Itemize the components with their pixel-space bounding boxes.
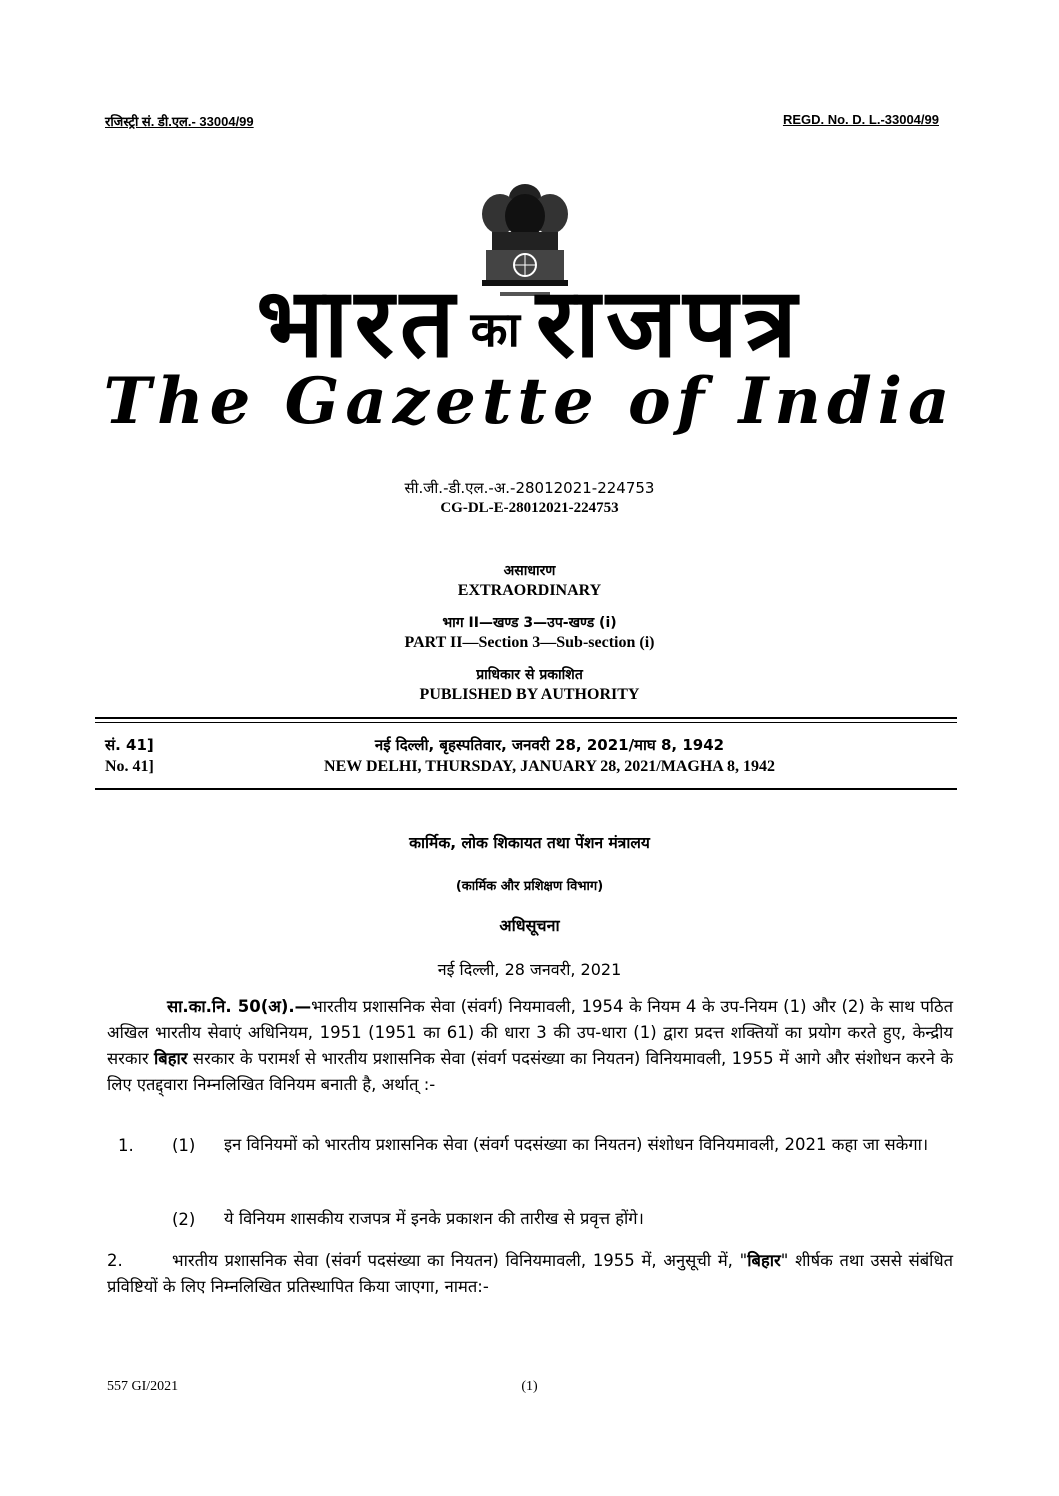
item-2-number: 2. — [107, 1251, 123, 1270]
intro-paragraph — [107, 994, 953, 1098]
item-1-number: 1. — [118, 1136, 134, 1155]
item-2-paragraph — [107, 1248, 953, 1300]
masthead-ka: का — [470, 301, 526, 358]
top-double-rule — [95, 717, 957, 719]
item-1-sub-2-text: ये विनियम शासकीय राजपत्र में इनके प्रकाशन की तारीख से प्रवृत्त होंगे। — [224, 1209, 644, 1228]
masthead-rajpatra: राजपत्र — [535, 267, 803, 379]
published-by-authority-english: PUBLISHED BY AUTHORITY — [419, 686, 640, 703]
item-2-text-b: " शीर्षक तथा उससे संबंधित प्रविष्टियों के लिए निम्नलिखित प्रतिस्थापित किया जाएगा, नामत:- — [107, 1251, 953, 1296]
department-name: (कार्मिक और प्रशिक्षण विभाग) — [455, 879, 604, 894]
place-date: नई दिल्ली, 28 जनवरी, 2021 — [437, 960, 622, 979]
notification-heading: अधिसूचना — [499, 916, 560, 935]
issue-date-english: NEW DELHI, THURSDAY, JANUARY 28, 2021/MAGHA 8, 1942 — [324, 758, 775, 775]
issue-date-hindi: नई दिल्ली, बृहस्पतिवार, जनवरी 28, 2021/माघ 8, 1942 — [374, 736, 725, 754]
page-number: (1) — [521, 1379, 538, 1394]
gsr-number: सा.का.नि. 50(अ).— — [167, 997, 312, 1016]
extraordinary-hindi: असाधारण — [503, 563, 556, 579]
extraordinary-english: EXTRAORDINARY — [457, 582, 602, 599]
gazette-id-english: CG-DL-E-28012021-224753 — [440, 500, 619, 516]
top-double-rule-inner — [95, 722, 957, 723]
bottom-rule — [95, 788, 957, 790]
registration-number-hindi: रजिस्ट्री सं. डी.एल.- 33004/99 — [105, 114, 254, 129]
gazette-id-hindi: सी.जी.-डी.एल.-अ.-28012021-224753 — [404, 479, 655, 497]
masthead-bharat: भारत — [256, 267, 461, 379]
issue-number-hindi: सं. 41] — [105, 736, 154, 754]
item-2-bihar: बिहार — [747, 1251, 781, 1270]
issue-number-english: No. 41] — [105, 758, 154, 775]
ministry-name: कार्मिक, लोक शिकायत तथा पेंशन मंत्रालय — [409, 834, 650, 852]
item-2-text-a: भारतीय प्रशासनिक सेवा (संवर्ग पदसंख्या का नियतन) विनियमावली, 1955 में, अनुसूची में, " — [172, 1251, 748, 1270]
masthead-title-english: The Gazette of India — [103, 364, 956, 439]
published-by-authority-hindi: प्राधिकार से प्रकाशित — [476, 667, 583, 683]
registration-number-english: REGD. No. D. L.-33004/99 — [782, 112, 939, 127]
intro-text-a: भारतीय प्रशासनिक सेवा (संवर्ग) नियमावली, 1954 के नियम 4 के उप-नियम (1) और (2) के साथ पठित अखिल भारतीय सेवाएं अधिनियम, 1951 (1951 का 61) की धारा 3 की उप-धारा (1) द्वारा प्रदत्त शक्तियों का प्रयोग करते हुए, केन्द्रीय सरकार — [107, 997, 953, 1068]
item-1-sub-1-label: (1) — [172, 1136, 196, 1155]
item-1-sub-1-text: इन विनियमों को भारतीय प्रशासनिक सेवा (संवर्ग पदसंख्या का नियतन) संशोधन विनियमावली, 2021 कहा जा सकेगा। — [224, 1135, 929, 1154]
item-1-sub-2-label: (2) — [172, 1210, 196, 1229]
part-section-hindi: भाग II—खण्ड 3—उप-खण्ड (i) — [442, 615, 617, 631]
part-section-english: PART II—Section 3—Sub-section (i) — [404, 634, 655, 651]
state-name-bihar: बिहार — [154, 1049, 188, 1068]
intro-text-b: सरकार के परामर्श से भारतीय प्रशासनिक सेवा (संवर्ग पदसंख्या का नियतन) विनियमावली, 1955 में आगे और संशोधन करने के लिए एतद्द्वारा निम्नलिखित विनियम बनाती है, अर्थात् :- — [107, 1049, 953, 1094]
footer-code: 557 GI/2021 — [107, 1379, 179, 1394]
